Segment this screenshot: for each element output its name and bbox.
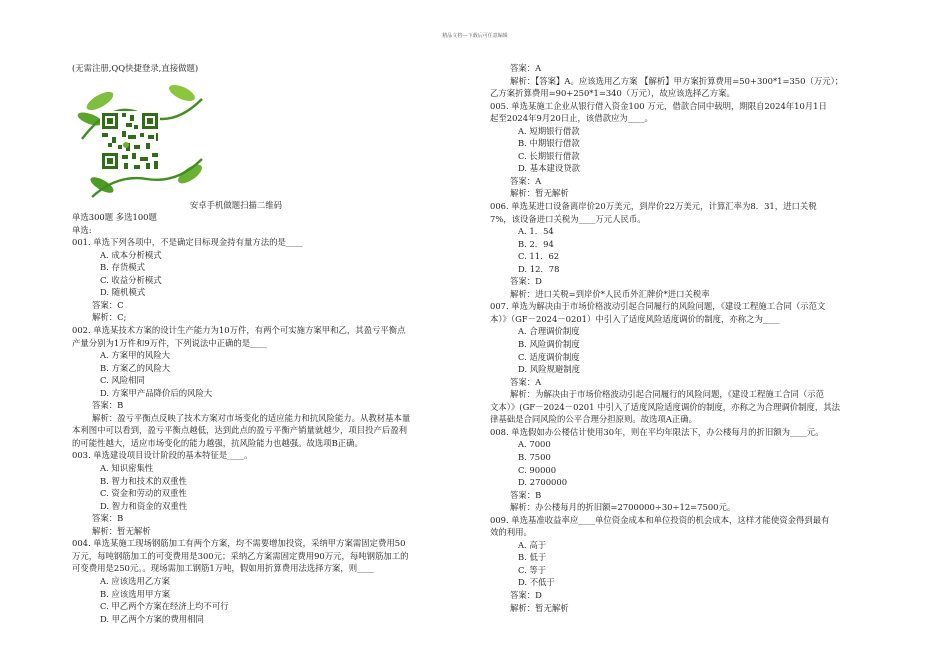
- option-a: A. 高于: [518, 539, 547, 550]
- option-a: A. 知识密集性: [100, 463, 154, 474]
- option-d: D. 甲乙两个方案的费用相同: [100, 613, 204, 624]
- option-d: D. 2700000: [518, 477, 568, 488]
- option-d: D. 基本建设贷款: [518, 163, 580, 174]
- explanation-line-1: 解析：为解决由于市场价格波动引起合同履行的风险问题，《建设工程施工合同（示范: [510, 389, 825, 400]
- left-column: [72, 62, 477, 625]
- option-c: C. 90000: [518, 464, 557, 475]
- page-header: 精品文档---下载后可任意编辑: [442, 33, 508, 39]
- question-stem: 008. 单选假如办公楼估计使用30年，则在平均年限法下，办公楼每月的折旧额为____元。: [490, 426, 824, 437]
- option-d: D. 随机模式: [100, 287, 146, 298]
- option-b: B. 中期银行借款: [518, 138, 580, 149]
- option-a: A. 7000: [518, 439, 551, 450]
- question-005: [490, 100, 895, 200]
- section-label: 单选:: [72, 224, 92, 235]
- question-stem-line-1: 005. 单选某施工企业从银行借入资金100 万元，借款合同中载明，期限自2024年10月1日: [490, 100, 827, 111]
- explanation: 解析：暂无解析: [510, 602, 569, 613]
- answer: 答案：B: [510, 489, 542, 500]
- question-009: [490, 514, 895, 614]
- option-d: D. 不低于: [518, 577, 555, 588]
- explanation-line-2: 文本）》(GF－2024－0201 中引入了适度风险适度调价的制度，亦称之为合理调价制度，其法: [490, 401, 840, 412]
- option-c: C. 适度调价制度: [518, 351, 580, 362]
- question-001: [72, 236, 477, 324]
- option-c: C. 等于: [518, 564, 547, 575]
- option-c: C. 甲乙两个方案在经济上均不可行: [100, 601, 229, 612]
- question-stem-line-1: 002. 单选某技术方案的设计生产能力为10万件，有两个可实施方案甲和乙，其盈亏平衡点: [72, 325, 406, 336]
- option-c: C. 11．62: [518, 251, 560, 262]
- option-a: A. 1．54: [518, 226, 554, 237]
- option-d: D. 方案甲产品降价后的风险大: [100, 387, 213, 398]
- option-c: C. 长期银行借款: [518, 150, 580, 161]
- option-b: B. 7500: [518, 451, 551, 462]
- option-d: D. 12．78: [518, 263, 560, 274]
- option-a: A. 合理调价制度: [518, 326, 580, 337]
- question-stem-line-2: 万元，每吨钢筋加工的可变费用是300元；采纳乙方案需固定费用90万元，每吨钢筋加工的: [72, 550, 409, 561]
- question-006: [490, 200, 895, 300]
- answer: 答案：B: [92, 400, 124, 411]
- explanation-line-3: 的可能性越大，适应市场变化的能力越强，抗风险能力也越强。故选项B正确。: [72, 437, 363, 448]
- question-stem-line-2: 本）》（GF－2024－0201）中引入了适度风险适度调价的制度，亦称之为____: [490, 313, 780, 324]
- option-b: B. 存货模式: [100, 262, 145, 273]
- question-stem-line-2: 7%，该设备进口关税为____万元人民币。: [490, 213, 646, 224]
- qr-code-block: [72, 79, 222, 199]
- option-b: B. 方案乙的风险大: [100, 362, 171, 373]
- question-stem-line-1: 006. 单选某进口设备离岸价20万美元，到岸价22万美元，计算汇率为8．31，进口关税: [490, 201, 817, 212]
- option-b: B. 智力和技术的双重性: [100, 475, 187, 486]
- answer: 答案：D: [510, 589, 542, 600]
- explanation-line-1: 解析：盈亏平衡点反映了技术方案对市场变化的适应能力和抗风险能力。从教材基本量: [92, 412, 411, 423]
- question-002: [72, 324, 477, 449]
- question-stem-line-3: 可变费用是250元。。现场需加工钢筋1万吨，假如用折算费用法选择方案，则____: [72, 563, 374, 574]
- explanation: 解析：进口关税=到岸价*人民币外汇牌价*进口关税率: [510, 288, 710, 299]
- q4-explanation-line-2: 乙方案折算费用=90+250*1=340（万元），故应该选择乙方案。: [490, 88, 735, 99]
- option-a: A. 短期银行借款: [518, 125, 580, 136]
- answer: 答案：D: [510, 276, 542, 287]
- qr-caption: 安卓手机做题扫描二维码: [189, 199, 282, 210]
- question-stem-line-1: 009. 单选基准收益率应____单位资金成本和单位投资的机会成本，这样才能使资金得到最有: [490, 514, 830, 525]
- option-c: C. 收益分析模式: [100, 274, 162, 285]
- answer: 答案：A: [510, 376, 542, 387]
- option-a: A. 应该选用乙方案: [100, 575, 170, 586]
- answer: 答案：C: [92, 299, 124, 310]
- question-stem-line-2: 产量分别为1万件和9万件，下列说法中正确的是____: [72, 337, 267, 348]
- question-stem-line-2: 效的利用。: [490, 527, 532, 538]
- answer: 答案：A: [510, 175, 542, 186]
- question-stem-line-1: 004. 单选某施工现场钢筋加工有两个方案，均不需要增加投资，采纳甲方案需固定费用50: [72, 538, 406, 549]
- intro-text: (无需注册,QQ快捷登录,直接做题): [72, 63, 199, 73]
- option-b: B. 风险调价制度: [518, 339, 580, 350]
- option-b: B. 应该选用甲方案: [100, 588, 171, 599]
- question-003: [72, 449, 477, 537]
- explanation-line-3: 律基础是合同风险的公平合理分担原则。故选项A正确。: [490, 414, 698, 425]
- option-d: D. 风险规避制度: [518, 364, 580, 375]
- option-c: C. 风险相同: [100, 375, 145, 386]
- q4-answer: 答案：A: [510, 63, 542, 73]
- question-008: [490, 426, 895, 514]
- explanation: 解析：暂无解析: [92, 525, 151, 536]
- qr-code-with-leaves-image: [72, 79, 222, 201]
- question-counts: 单选300题 多选100题: [72, 212, 157, 223]
- option-c: C. 资金和劳动的双重性: [100, 488, 187, 499]
- question-007: [490, 300, 895, 425]
- option-b: B. 低于: [518, 552, 547, 563]
- answer: 答案：B: [92, 513, 124, 524]
- option-b: B. 2．94: [518, 238, 554, 249]
- question-stem-line-1: 007. 单选为解决由于市场价格波动引起合同履行的风险问题，《建设工程施工合同（示范文: [490, 301, 826, 312]
- explanation: 解析：暂无解析: [510, 188, 569, 199]
- explanation-line-2: 本利图中可以看到，盈亏平衡点越低，达到此点的盈亏平衡产销量就越少，项目投产后盈利: [72, 425, 407, 436]
- question-stem: 001. 单选下列各项中，不是确定目标现金持有量方法的是____: [72, 237, 303, 248]
- option-d: D. 智力和资金的双重性: [100, 500, 188, 511]
- question-stem: 003. 单选建设项目设计阶段的基本特征是____。: [72, 450, 253, 461]
- explanation: 解析：C;: [92, 312, 127, 323]
- right-column: [490, 62, 895, 614]
- option-a: A. 成本分析模式: [100, 249, 162, 260]
- explanation: 解析：办公楼每月的折旧额=2700000÷30÷12=7500元。: [510, 502, 736, 513]
- question-stem-line-2: 起至2024年9月20日止，该借款应为____。: [490, 113, 653, 124]
- option-a: A. 方案甲的风险大: [100, 350, 170, 361]
- q4-explanation-line-1: 解析：【答案】A。应该选用乙方案 【解析】甲方案折算费用=50+300*1=350（万元）；: [510, 75, 844, 86]
- question-004: [72, 537, 477, 625]
